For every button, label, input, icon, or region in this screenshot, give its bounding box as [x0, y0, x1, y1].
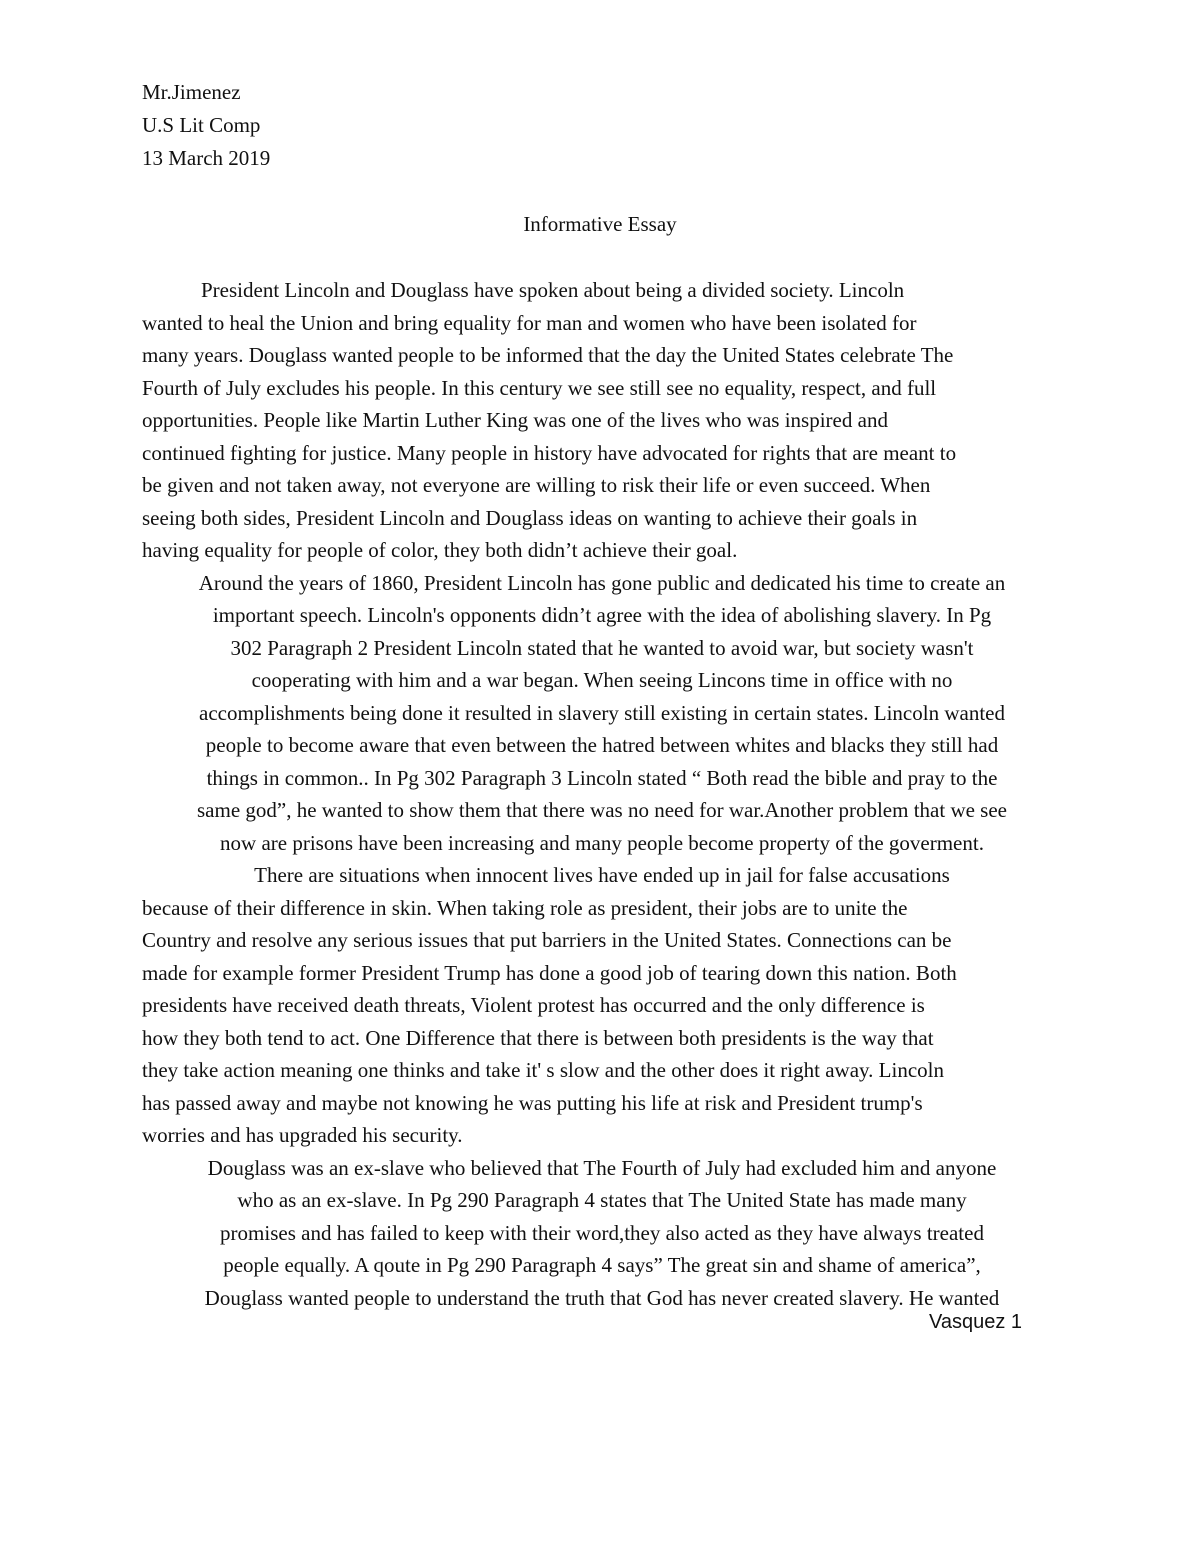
text-line: people equally. A qoute in Pg 290 Paragraph 4 says” The great sin and shame of america”,	[223, 1253, 981, 1277]
text-line: same god”, he wanted to show them that there was no need for war.Another problem that we see	[197, 798, 1007, 822]
essay-date: 13 March 2019	[142, 146, 271, 170]
text-line: Douglass wanted people to understand the truth that God has never created slavery. He wanted	[204, 1285, 1000, 1310]
text-line: be given and not taken away, not everyone are willing to risk their life or even succeed. When	[142, 473, 931, 497]
essay-title: Informative Essay	[523, 212, 677, 236]
page-footer: Vasquez 1	[928, 1311, 1022, 1333]
essay-body	[142, 274, 1062, 1314]
paragraph-1	[142, 274, 1062, 567]
text-line: presidents have received death threats, Violent protest has occurred and the only difference is	[142, 993, 925, 1017]
text-line: cooperating with him and a war began. When seeing Lincons time in office with no	[251, 668, 953, 692]
text-line: things in common.. In Pg 302 Paragraph 3 Lincoln stated “ Both read the bible and pray to the	[206, 765, 998, 790]
text-line: wanted to heal the Union and bring equality for man and women who have been isolated for	[142, 310, 917, 335]
text-line: because of their difference in skin. When taking role as president, their jobs are to unite the	[142, 895, 908, 920]
text-line: many years. Douglass wanted people to be informed that the day the United States celebrate The	[142, 343, 954, 367]
text-line: Douglass was an ex-slave who believed that The Fourth of July had excluded him and anyone	[207, 1155, 997, 1180]
text-line: how they both tend to act. One Difference that there is between both presidents is the way that	[142, 1025, 934, 1050]
text-line: Country and resolve any serious issues that put barriers in the United States. Connections can be	[142, 928, 952, 952]
teacher-name: Mr.Jimenez	[142, 80, 241, 104]
paragraph-3	[142, 892, 1062, 1152]
text-line: made for example former President Trump has done a good job of tearing down this nation. Both	[142, 960, 957, 985]
text-line: seeing both sides, President Lincoln and Douglass ideas on wanting to achieve their goals in	[142, 505, 918, 530]
text-line: people to become aware that even between the hatred between whites and blacks they still had	[205, 733, 999, 757]
paragraph-4	[142, 1152, 1062, 1315]
text-line: important speech. Lincoln's opponents didn’t agree with the idea of abolishing slavery. In Pg	[212, 603, 992, 627]
paragraph-2	[142, 567, 1062, 892]
text-line: now are prisons have been increasing and many people become property of the goverment.	[220, 830, 984, 855]
text-line: opportunities. People like Martin Luther King was one of the lives who was inspired and	[142, 408, 888, 432]
text-line: has passed away and maybe not knowing he was putting his life at risk and President trump's	[142, 1090, 923, 1115]
course-name: U.S Lit Comp	[142, 113, 261, 137]
text-line: they take action meaning one thinks and take it' s slow and the other does it right away. Lincoln	[142, 1058, 944, 1082]
text-line: continued fighting for justice. Many people in history have advocated for rights that are meant to	[142, 440, 957, 465]
text-line: President Lincoln and Douglass have spoken about being a divided society. Lincoln	[201, 278, 905, 302]
text-line: having equality for people of color, they both didn’t achieve their goal.	[142, 538, 738, 562]
text-line: promises and has failed to keep with their word,they also acted as they have always treated	[220, 1220, 984, 1245]
text-line: Around the years of 1860, President Lincoln has gone public and dedicated his time to create an	[198, 570, 1006, 595]
header-block	[142, 76, 270, 175]
text-line: accomplishments being done it resulted in slavery still existing in certain states. Lincoln wanted	[199, 700, 1005, 725]
text-line: worries and has upgraded his security.	[142, 1123, 463, 1147]
text-line: 302 Paragraph 2 President Lincoln stated that he wanted to avoid war, but society wasn't	[230, 635, 974, 660]
text-line: There are situations when innocent lives have ended up in jail for false accusations	[254, 863, 950, 887]
text-line: who as an ex-slave. In Pg 290 Paragraph 4 states that The United State has made many	[237, 1188, 967, 1212]
text-line: Fourth of July excludes his people. In this century we see still see no equality, respect, and full	[142, 375, 937, 400]
